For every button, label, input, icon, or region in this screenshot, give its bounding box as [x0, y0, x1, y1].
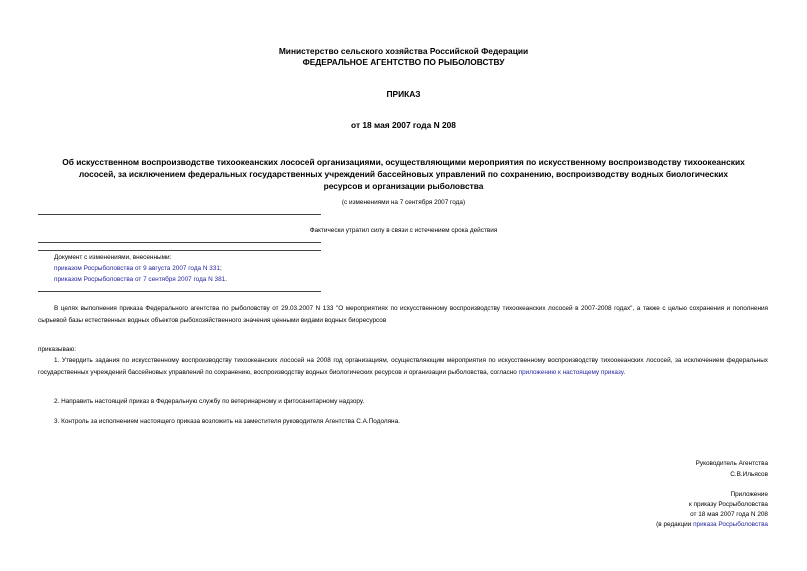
divider: [38, 242, 321, 243]
item-1-end: .: [623, 369, 626, 376]
agency-name: ФЕДЕРАЛЬНОЕ АГЕНТСТВО ПО РЫБОЛОВСТВУ: [302, 57, 505, 67]
appendix-edition: [468, 520, 768, 530]
changes-intro: Документ с изменениями, внесенными:: [54, 254, 172, 261]
changes-sep: .: [225, 276, 227, 283]
order-item-2: 2. Направить настоящий приказ в Федеральную службу по ветеринарному и фитосанитарному надзору.: [54, 398, 365, 405]
signatory-position: Руководитель Агентства: [695, 460, 768, 467]
item-1-text: 1. Утвердить задания по искусственному воспроизводству тихоокеанских лососей на 2008 год организациям, осуществляющим мероприятия по искусственному воспроизводству тихоокеанских лососей, за исключением федеральных государственных учреждений бассейновых управлений по сохранению, воспроизводству водных биологических ресурсов и организации рыболовства, согласно: [38, 357, 768, 376]
divider: [38, 250, 321, 251]
status-note: Фактически утратил силу в связи с истечением срока действия: [309, 227, 498, 234]
ministry-name: Министерство сельского хозяйства Российской Федерации: [278, 46, 529, 56]
divider: [38, 214, 321, 215]
doc-date: от 18 мая 2007 года N 208: [351, 120, 456, 130]
appendix-link[interactable]: приложению к настоящему приказу: [518, 369, 624, 376]
appendix-edition-text: (в редакции: [656, 521, 694, 528]
appendix-date: от 18 мая 2007 года N 208: [690, 511, 768, 518]
changes-line-1: [54, 264, 222, 274]
changes-sep: ;: [219, 265, 222, 272]
doc-title: Об искусственном воспроизводстве тихоокеанских лососей организациями, осуществляющими мероприятия по искусственному воспроизводству тихоокеанских лососей, за исключением федеральных государственных учреждений бассейновых управлений по сохранению, воспроизводству водных биологических ресурсов и организации рыболовства: [62, 157, 745, 191]
order-item-1: [38, 355, 768, 379]
divider: [38, 291, 321, 292]
preamble: В целях выполнения приказа Федерального агентства по рыболовству от 29.03.2007 N 133 "О мероприятиях по искусственному воспроизводству тихоокеанских лососей в 2007-2008 годах", а также с целью сохранения и пополнения сырьевой базы естественных водных объектов рыбохозяйственного значения ценными видами водных биоресурсов: [38, 305, 768, 324]
amendment-link-381[interactable]: приказом Росрыболовства от 7 сентября 2007 года N 381: [54, 276, 226, 283]
appendix-ref: к приказу Росрыболовства: [688, 501, 768, 508]
changes-line-2: [54, 275, 227, 285]
appendix-label: Приложение: [730, 491, 768, 498]
amendment-link-331[interactable]: приказом Росрыболовства от 9 августа 2007 года N 331: [54, 265, 220, 272]
doc-type: ПРИКАЗ: [386, 89, 421, 99]
signatory-name: С.В.Ильясов: [730, 471, 768, 478]
appendix-edition-link[interactable]: приказа Росрыболовства: [693, 521, 768, 528]
order-word: приказываю:: [38, 346, 76, 353]
amendment-note: (с изменениями на 7 сентября 2007 года): [341, 199, 466, 206]
order-item-3: 3. Контроль за исполнением настоящего приказа возложить на заместителя руководителя Агентства С.А.Подоляна.: [54, 418, 400, 425]
